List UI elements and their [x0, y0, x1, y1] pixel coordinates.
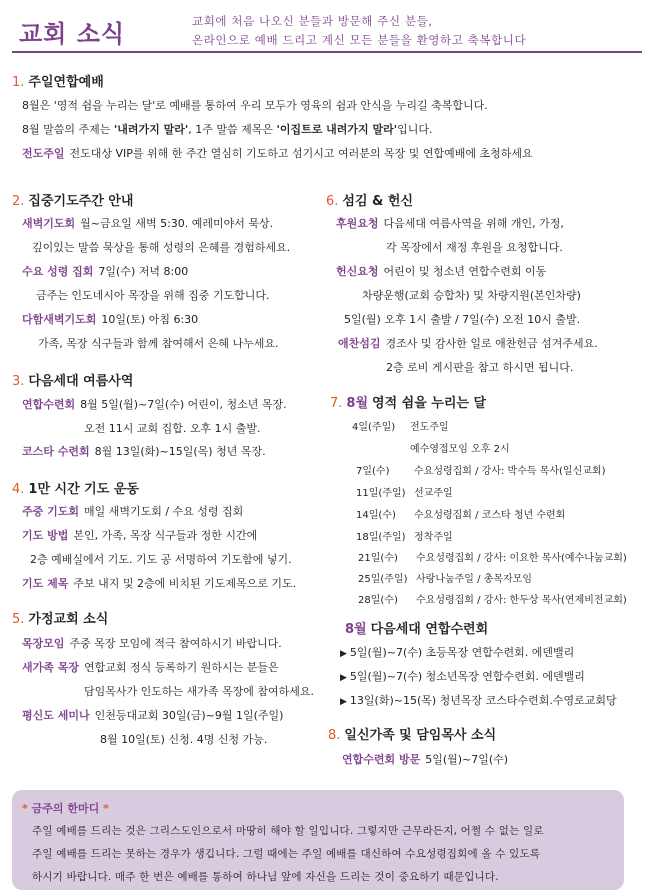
section-5-row-1: 목장모임 주중 목장 모임에 적극 참여하시기 바랍니다.: [22, 637, 282, 650]
schedule-date: 25일(주일): [358, 574, 408, 585]
schedule-event: 수요성령집회 / 강사: 박수득 목사(일신교회): [414, 466, 606, 477]
section-5-row-2: 새가족 목장 연합교회 정식 등록하기 원하시는 분들은: [22, 661, 279, 674]
section-1-title: 1. 주일연합예배: [12, 75, 104, 90]
weekly-word-box: [12, 790, 624, 890]
section-2-row-3: 다함새벽기도회 10일(토) 아침 6:30: [22, 313, 199, 326]
schedule-event: 수요성령집회 / 강사: 한두상 목사(연제비전교회): [416, 595, 627, 606]
schedule-date: 21일(수): [358, 553, 398, 564]
weekly-word-line-1: 주일 예배를 드리는 것은 그리스도인으로서 마땅히 해야 할 일입니다. 그렇지만 근무라든지, 어쩔 수 없는 일로: [32, 825, 544, 837]
page-header: [0, 0, 645, 52]
camp-subtitle: 8월 다음세대 연합수련회: [345, 622, 489, 637]
schedule-row: [356, 484, 453, 499]
section-3-row-1: 연합수련회 8월 5일(월)~7일(수) 어린이, 청소년 목장.: [22, 398, 287, 411]
section-6-row-2-detail-2: 5일(월) 오후 1시 출발 / 7일(수) 오전 10시 출발.: [344, 313, 581, 326]
section-4-row-1: 주중 기도회 매일 새벽기도회 / 수요 성령 집회: [22, 505, 244, 518]
schedule-row: [358, 591, 627, 606]
section-4-row-2: 기도 방법 본인, 가족, 목장 식구들과 정한 시간에: [22, 529, 258, 542]
camp-item: ▶ 13일(화)~15(목) 청년목장 코스타수련회.수영로교회당: [340, 694, 617, 707]
section-5-row-2-detail: 담임목사가 인도하는 새가족 목장에 참여하세요.: [84, 685, 315, 698]
section-6-row-2: 헌신요청 어린이 및 청소년 연합수련회 이동: [336, 265, 547, 278]
schedule-row: [358, 549, 627, 564]
triangle-right-icon: ▶: [340, 697, 347, 707]
weekly-word-line-3: 하시기 바랍니다. 매주 한 번은 예배를 통하여 하나님 앞에 자신을 드리는 것이 중요하기 때문입니다.: [32, 871, 499, 883]
schedule-row: [356, 528, 453, 543]
schedule-event: 사랑나눔주일 / 총목자모임: [416, 574, 532, 585]
section-6-row-1-detail: 각 목장에서 재정 후원을 요청합니다.: [386, 241, 563, 254]
welcome-line-2: 온라인으로 예배 드리고 계신 모든 분들을 환영하고 축복합니다: [192, 33, 527, 47]
section-3-row-2: 코스타 수련회 8월 13일(화)~15일(목) 청년 목장.: [22, 445, 266, 458]
section-1-line-2: 8월 말씀의 주제는 '내려가지 말라', 1주 말씀 제목은 '이집트로 내려가지 말라'입니다.: [22, 123, 433, 136]
section-8-title: 8. 일신가족 및 담임목사 소식: [328, 728, 497, 743]
weekly-word-line-2: 주일 예배를 드리는 못하는 경우가 생깁니다. 그럴 때에는 주일 예배를 대신하여 수요성령집회에 올 수 있도록: [32, 848, 541, 860]
schedule-row: [356, 506, 565, 521]
section-4-row-2-detail: 2층 예배실에서 기도. 기도 공 서명하여 기도함에 넣기.: [30, 553, 292, 566]
schedule-date: 28일(수): [358, 595, 398, 606]
triangle-right-icon: ▶: [340, 673, 347, 683]
section-5-row-3: 평신도 세미나 인천등대교회 30일(금)~9월 1일(주일): [22, 709, 284, 722]
section-1-line-1: 8월은 '영적 쉼을 누리는 달'로 예배를 통하여 우리 모두가 영육의 쉼과 안식을 누리길 축복합니다.: [22, 99, 488, 112]
schedule-row: [352, 418, 449, 433]
section-2-row-2-detail: 금주는 인도네시아 목장을 위해 집중 기도합니다.: [36, 289, 270, 302]
schedule-event: 전도주일: [410, 422, 449, 433]
section-1-line-3: 전도주일 전도대상 VIP를 위해 한 주간 열심히 기도하고 섬기시고 여러분의 목장 및 연합예배에 초청하세요: [22, 147, 533, 160]
section-6-row-3-detail: 2층 로비 게시판을 참고 하시면 됩니다.: [386, 361, 574, 374]
section-6-title: 6. 섬김 & 헌신: [326, 194, 414, 209]
section-2-title: 2. 집중기도주간 안내: [12, 194, 134, 209]
schedule-event: 정착주일: [414, 532, 453, 543]
camp-item: ▶ 5일(월)~7(수) 초등목장 연합수련회. 에덴밸리: [340, 646, 575, 659]
welcome-line-1: 교회에 처음 나오신 분들과 방문해 주신 분들,: [192, 14, 433, 28]
schedule-event: 수요성령집회 / 강사: 이요한 목사(예수나눔교회): [416, 553, 627, 564]
schedule-date: 7일(수): [356, 466, 390, 477]
section-3-row-1-detail: 오전 11시 교회 집합. 오후 1시 출발.: [84, 422, 261, 435]
section-6-row-2-detail: 차량운행(교회 승합차) 및 차량지원(본인차량): [362, 289, 581, 302]
section-6-row-1: 후원요청 다음세대 여름사역을 위해 개인, 가정,: [336, 217, 564, 230]
header-divider: [12, 51, 642, 53]
schedule-row: [352, 440, 510, 455]
schedule-date: 4일(주일): [352, 422, 396, 433]
section-5-title: 5. 가정교회 소식: [12, 612, 109, 627]
section-6-row-3: 애찬섬김 경조사 및 감사한 일로 애찬헌금 섬겨주세요.: [338, 337, 598, 350]
section-3-title: 3. 다음세대 여름사역: [12, 374, 134, 389]
schedule-event: 예수영접모임 오후 2시: [410, 444, 510, 455]
section-4-title: 4. 1만 시간 기도 운동: [12, 482, 139, 497]
section-2-row-1-detail: 깊이있는 말씀 묵상을 통해 성령의 은혜를 경험하세요.: [32, 241, 291, 254]
section-2-row-1: 새벽기도회 월~금요일 새벽 5:30. 예레미야서 묵상.: [22, 217, 274, 230]
section-8-row-1: 연합수련회 방문 5일(월)~7일(수): [342, 753, 509, 766]
section-2-row-2: 수요 성령 집회 7일(수) 저녁 8:00: [22, 265, 189, 278]
schedule-row: [356, 462, 605, 477]
page-title: 교회 소식: [19, 20, 126, 48]
triangle-right-icon: ▶: [340, 649, 347, 659]
welcome-message: [192, 12, 526, 50]
section-4-row-3: 기도 제목 주보 내지 및 2층에 비치된 기도제목으로 기도.: [22, 577, 297, 590]
schedule-date: 11일(주일): [356, 488, 406, 499]
section-2-row-3-detail: 가족, 목장 식구들과 함께 참여해서 은혜 나누세요.: [38, 337, 279, 350]
camp-item: ▶ 5일(월)~7(수) 청소년목장 연합수련회. 에덴밸리: [340, 670, 585, 683]
schedule-event: 수요성령집회 / 코스타 청년 수련회: [414, 510, 566, 521]
section-7-title: 7. 8월 영적 쉼을 누리는 달: [330, 396, 487, 411]
schedule-date: 18일(주일): [356, 532, 406, 543]
weekly-word-title: * 금주의 한마디 *: [22, 802, 109, 815]
schedule-date: 14일(수): [356, 510, 396, 521]
schedule-row: [358, 570, 532, 585]
schedule-event: 선교주일: [414, 488, 453, 499]
section-5-row-3-detail: 8월 10일(토) 신청. 4명 신청 가능.: [100, 733, 268, 746]
